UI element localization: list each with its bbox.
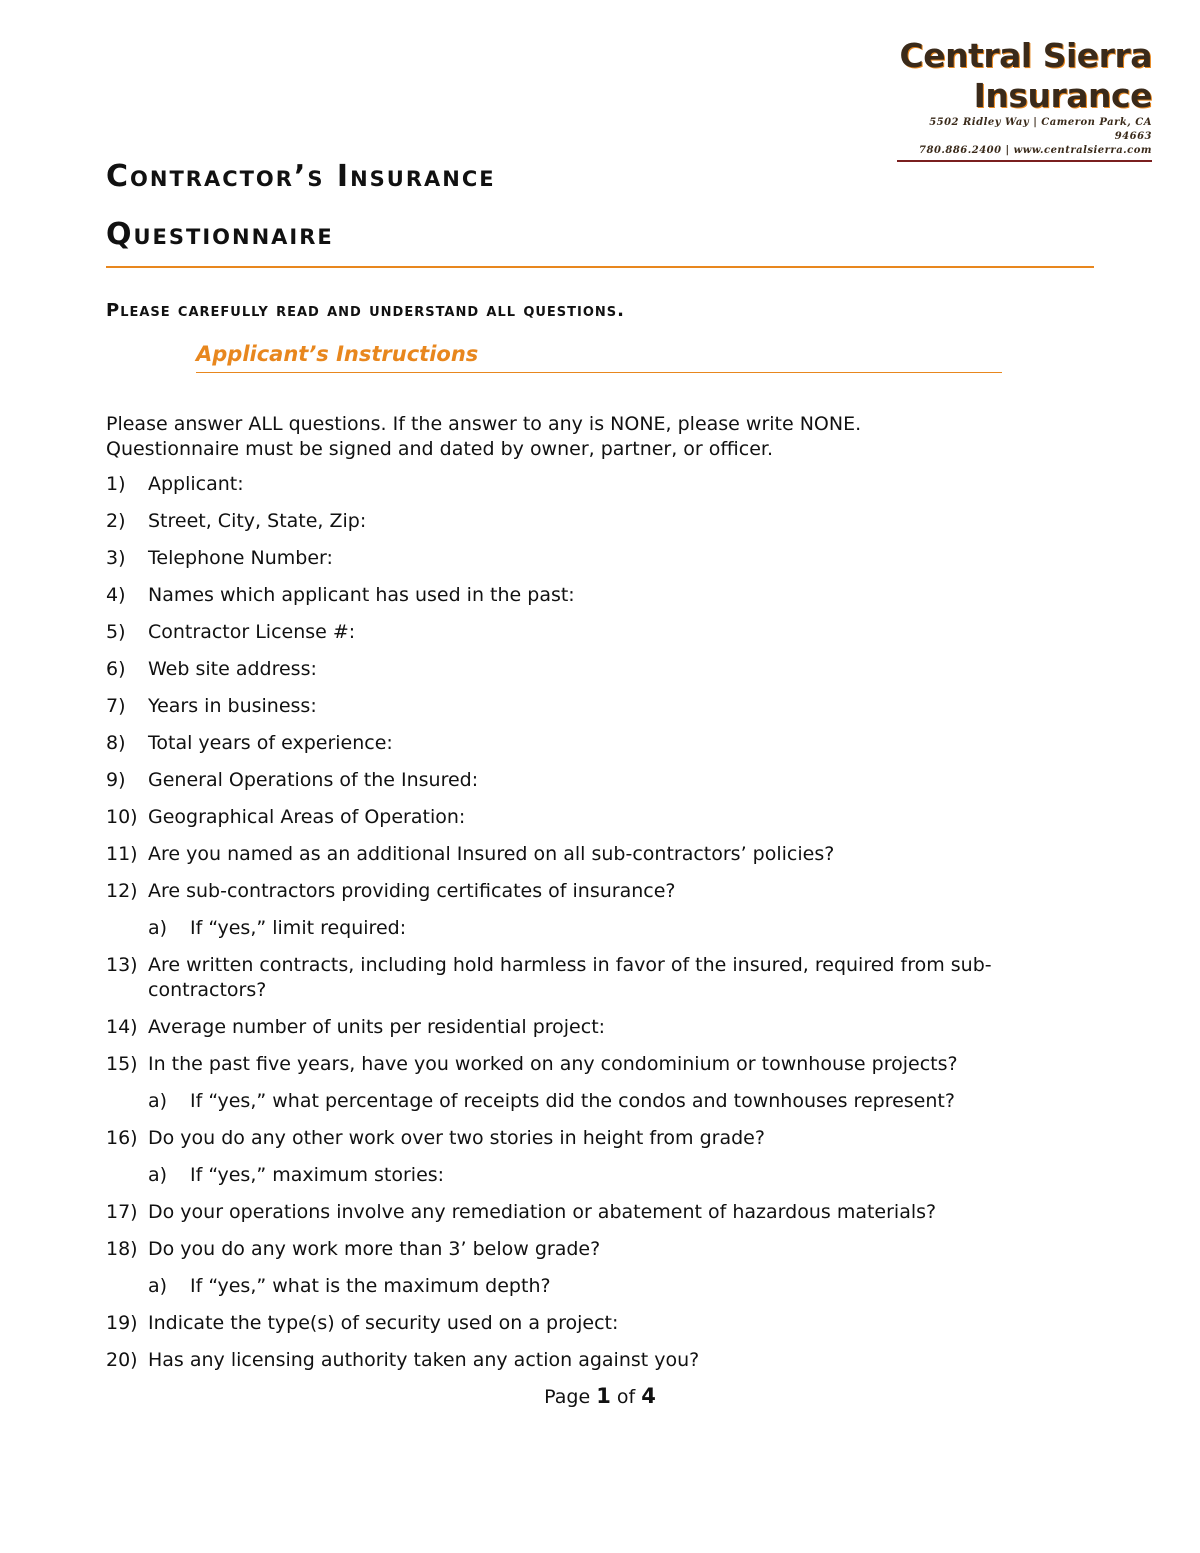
logo-address: 5502 Ridley Way | Cameron Park, CA 94663 xyxy=(929,117,1152,142)
question-number: a) xyxy=(148,1090,168,1112)
question-item xyxy=(106,805,1086,830)
question-item xyxy=(106,1126,1086,1151)
question-item xyxy=(106,1311,1086,1336)
question-number: 1) xyxy=(106,473,126,495)
question-item xyxy=(106,1052,1086,1077)
question-number: 2) xyxy=(106,510,126,532)
question-item xyxy=(106,1015,1086,1040)
question-text: Web site address: xyxy=(148,658,317,680)
total-pages: 4 xyxy=(641,1384,656,1408)
question-text: Are sub-contractors providing certificates of insurance? xyxy=(148,880,676,902)
title-line-1: Contractor’s Insurance xyxy=(106,159,496,194)
sub-question-item xyxy=(106,916,1086,941)
question-number: 6) xyxy=(106,658,126,680)
question-text: General Operations of the Insured: xyxy=(148,769,479,791)
question-text: Names which applicant has used in the past: xyxy=(148,584,575,606)
question-item xyxy=(106,731,1086,756)
question-number: 3) xyxy=(106,547,126,569)
question-number: 10) xyxy=(106,806,138,828)
sub-question-item xyxy=(106,1163,1086,1188)
intro-line-1: Please answer ALL questions. If the answer to any is NONE, please write NONE. xyxy=(106,413,862,435)
question-number: 4) xyxy=(106,584,126,606)
question-item xyxy=(106,879,1086,904)
question-item xyxy=(106,1348,1086,1373)
question-text: Indicate the type(s) of security used on a project: xyxy=(148,1312,619,1334)
question-item xyxy=(106,694,1086,719)
question-number: 12) xyxy=(106,880,138,902)
title-line-2: Questionnaire xyxy=(106,217,334,252)
question-item xyxy=(106,620,1086,645)
company-logo xyxy=(897,36,1152,162)
question-text: Are written contracts, including hold harmless in favor of the insured, required from sub-contractors? xyxy=(148,954,992,1001)
page-footer xyxy=(0,1384,1200,1408)
question-number: 9) xyxy=(106,769,126,791)
question-list xyxy=(106,472,1086,1385)
question-text: Total years of experience: xyxy=(148,732,393,754)
question-item xyxy=(106,509,1086,534)
question-text: Years in business: xyxy=(148,695,317,717)
question-text: If “yes,” what is the maximum depth? xyxy=(190,1275,551,1297)
question-number: 16) xyxy=(106,1127,138,1149)
question-text: If “yes,” limit required: xyxy=(190,917,407,939)
sub-question-item xyxy=(106,1274,1086,1299)
page-label: Page xyxy=(544,1386,591,1408)
current-page: 1 xyxy=(596,1384,611,1408)
question-text: Telephone Number: xyxy=(148,547,333,569)
title-divider xyxy=(106,266,1094,268)
question-number: 11) xyxy=(106,843,138,865)
question-text: Are you named as an additional Insured on all sub-contractors’ policies? xyxy=(148,843,835,865)
question-text: Do you do any other work over two stories in height from grade? xyxy=(148,1127,765,1149)
question-item xyxy=(106,583,1086,608)
question-item xyxy=(106,546,1086,571)
question-item xyxy=(106,768,1086,793)
question-number: 20) xyxy=(106,1349,138,1371)
page-title xyxy=(106,148,1096,264)
question-number: a) xyxy=(148,1275,168,1297)
question-number: 5) xyxy=(106,621,126,643)
intro-line-2: Questionnaire must be signed and dated by owner, partner, or officer. xyxy=(106,438,774,460)
sub-question-item xyxy=(106,1089,1086,1114)
question-item xyxy=(106,657,1086,682)
question-number: 7) xyxy=(106,695,126,717)
question-text: Has any licensing authority taken any action against you? xyxy=(148,1349,700,1371)
of-label: of xyxy=(616,1386,636,1408)
logo-name: Central Sierra Insurance xyxy=(899,36,1152,115)
question-text: Contractor License #: xyxy=(148,621,356,643)
read-instruction: Please carefully read and understand all questions. xyxy=(106,300,626,321)
question-number: 18) xyxy=(106,1238,138,1260)
question-item xyxy=(106,842,1086,867)
question-text: Average number of units per residential project: xyxy=(148,1016,606,1038)
question-text: Street, City, State, Zip: xyxy=(148,510,367,532)
question-number: 17) xyxy=(106,1201,138,1223)
question-number: a) xyxy=(148,917,168,939)
question-item xyxy=(106,472,1086,497)
question-text: Geographical Areas of Operation: xyxy=(148,806,466,828)
question-text: If “yes,” maximum stories: xyxy=(190,1164,445,1186)
question-text: Do your operations involve any remediation or abatement of hazardous materials? xyxy=(148,1201,937,1223)
section-heading: Applicant’s Instructions xyxy=(196,342,1002,373)
question-number: 19) xyxy=(106,1312,138,1334)
question-item xyxy=(106,1200,1086,1225)
question-text: If “yes,” what percentage of receipts did the condos and townhouses represent? xyxy=(190,1090,955,1112)
question-number: 13) xyxy=(106,954,138,976)
question-item xyxy=(106,1237,1086,1262)
question-item xyxy=(106,953,1086,1003)
question-number: a) xyxy=(148,1164,168,1186)
question-text: Applicant: xyxy=(148,473,244,495)
logo-contact: 780.886.2400 | www.centralsierra.com xyxy=(919,145,1152,156)
question-number: 8) xyxy=(106,732,126,754)
question-number: 14) xyxy=(106,1016,138,1038)
question-text: In the past five years, have you worked on any condominium or townhouse projects? xyxy=(148,1053,958,1075)
intro-text xyxy=(106,412,1066,462)
question-text: Do you do any work more than 3’ below grade? xyxy=(148,1238,601,1260)
question-number: 15) xyxy=(106,1053,138,1075)
